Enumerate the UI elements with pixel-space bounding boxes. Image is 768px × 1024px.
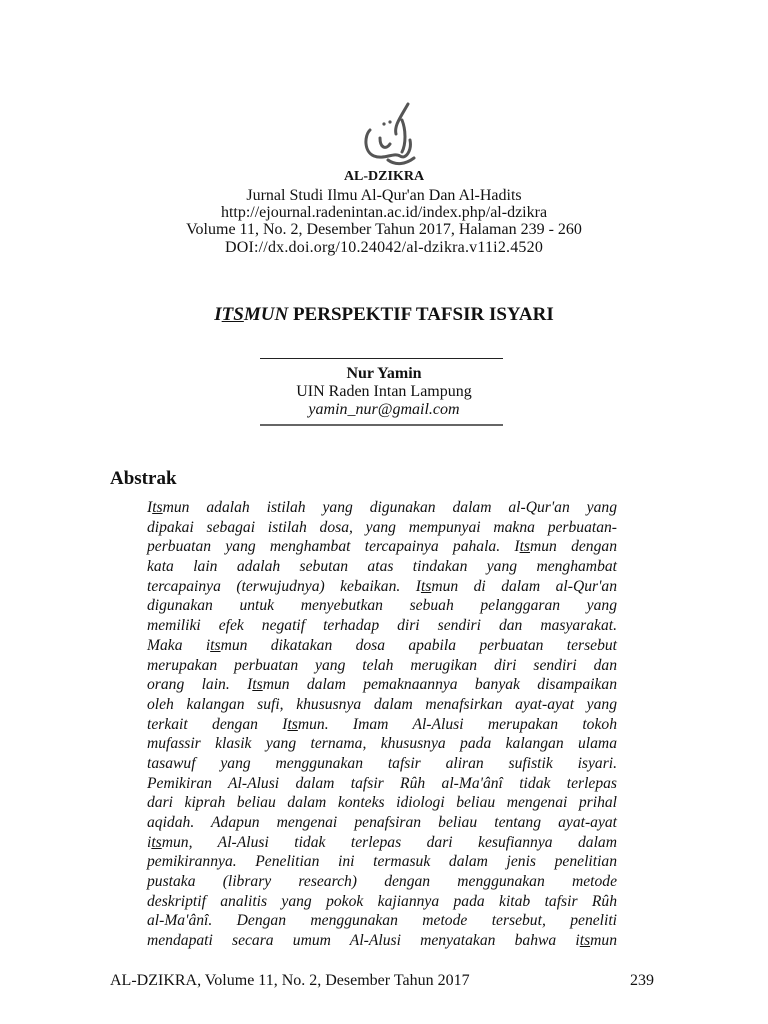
abstract-text: orang lain. I [147, 676, 253, 694]
abstract-text: Maka i [147, 636, 211, 654]
abstract-text: i [147, 833, 152, 851]
underlined-text: ts [152, 499, 163, 516]
abstract-text: digunakan untuk menyebutkan sebuah pelanggaran yang [147, 597, 617, 615]
abstract-text: memiliki efek negatif terhadap diri sendiri dan masyarakat. [147, 617, 617, 635]
underlined-text: ts [252, 676, 263, 694]
abstract-text: aqidah. Adapun mengenai penafsiran beliau tentang ayat-ayat [147, 814, 617, 831]
article-title [0, 304, 768, 326]
volume-info: Volume 11, No. 2, Desember Tahun 2017, Halaman 239 - 260 [186, 221, 582, 238]
abstract-line [147, 813, 617, 833]
abstract-text: tasawuf yang menggunakan tafsir aliran sufistik isyari. [147, 754, 617, 772]
underlined-text: ts [151, 833, 162, 851]
abstract-line [147, 833, 617, 853]
journal-subtitle: Jurnal Studi Ilmu Al-Qur'an Dan Al-Hadits [246, 187, 522, 204]
underlined-text: ts [420, 577, 432, 595]
abstract-text: perbuatan yang menghambat tercapainya pahala. I [147, 538, 520, 556]
abstract-body [147, 498, 617, 951]
title-italic-b: MUN [243, 304, 289, 325]
abstract-text: tercapainya (terwujudnya) kebaikan. I [147, 577, 421, 595]
abstract-text: pustaka (library research) dengan menggunakan metode [147, 873, 617, 891]
doi-link[interactable]: DOI://dx.doi.org/10.24042/al-dzikra.v11i2.4520 [224, 239, 544, 256]
abstract-line [147, 636, 617, 656]
abstract-line [147, 793, 617, 813]
abstract-line [147, 852, 617, 872]
journal-logo [350, 100, 430, 170]
abstract-text: mun dengan [529, 538, 617, 556]
abstract-text: pemikirannya. Penelitian ini termasuk dalam jenis penelitian [147, 853, 617, 871]
abstract-text: dari kiprah beliau dalam konteks idiologi beliau mengenai prihal [147, 794, 617, 812]
author-top-divider [260, 358, 503, 359]
underlined-text: ts [210, 636, 221, 654]
abstract-text: mufassir klasik yang ternama, khususnya pada kalangan ulama [147, 735, 617, 753]
abstract-line [147, 518, 617, 538]
abstract-line [147, 734, 617, 754]
abstract-text: mun adalah istilah yang digunakan dalam al-Qur'an yang [162, 499, 617, 516]
abstract-text: al-Ma'ânî. Dengan menggunakan metode tersebut, peneliti [147, 912, 617, 930]
journal-url[interactable]: http://ejournal.radenintan.ac.id/index.php/al-dzikra [220, 204, 548, 221]
abstract-text: deskriptif analitis yang pokok kajiannya pada kitab tafsir Rûh [147, 892, 617, 910]
abstract-text: kata lain adalah sebutan atas tindakan yang menghambat [147, 558, 617, 576]
abstract-text: Pemikiran Al-Alusi dalam tafsir Rûh al-Ma'ânî tidak terlepas [147, 774, 617, 792]
abstract-line [147, 911, 617, 931]
abstract-text: oleh kalangan sufi, khususnya dalam menafsirkan ayat-ayat yang [147, 695, 617, 713]
underlined-text: ts [287, 715, 298, 733]
abstract-line [147, 675, 617, 695]
abstract-line [147, 892, 617, 912]
author-name: Nur Yamin [346, 365, 422, 382]
abstract-line [147, 695, 617, 715]
abstract-text: I [147, 499, 153, 516]
abstract-text: merupakan perbuatan yang telah merugikan diri sendiri dan [147, 656, 617, 674]
abstract-text: mendapati secara umum Al-Alusi menyatakan bahwa i [147, 932, 580, 950]
abstract-line [147, 557, 617, 577]
abstract-line [147, 872, 617, 892]
underlined-text: ts [519, 538, 530, 556]
abstract-text: mun dikatakan dosa apabila perbuatan tersebut [220, 636, 617, 654]
abstract-text: mun [590, 932, 617, 950]
author-email[interactable]: yamin_nur@gmail.com [308, 401, 460, 418]
abstract-line [147, 656, 617, 676]
abstract-text: dipakai sebagai istilah dosa, yang mempunyai makna perbuatan- [147, 518, 617, 536]
abstract-line [147, 577, 617, 597]
page-number: 239 [630, 972, 654, 989]
abstract-line [147, 754, 617, 774]
author-affiliation: UIN Raden Intan Lampung [296, 383, 472, 400]
abstract-line [147, 774, 617, 794]
title-italic-underlined: TS [221, 304, 244, 325]
abstract-line [147, 596, 617, 616]
abstract-text: mun dalam pemaknaannya banyak disampaikan [262, 676, 617, 694]
author-bottom-divider [260, 424, 503, 426]
abstract-line [147, 715, 617, 735]
abstract-line [147, 616, 617, 636]
abstract-line [147, 498, 617, 518]
abstract-heading: Abstrak [110, 468, 177, 489]
abstract-line [147, 931, 617, 951]
underlined-text: ts [579, 932, 591, 950]
title-italic-a: I [214, 304, 222, 325]
footer-citation: AL-DZIKRA, Volume 11, No. 2, Desember Tahun 2017 [110, 972, 470, 989]
abstract-text: terkait dengan I [147, 715, 288, 733]
title-rest: PERSPEKTIF TAFSIR ISYARI [288, 304, 554, 325]
abstract-text: mun. Imam Al-Alusi merupakan tokoh [297, 715, 617, 733]
abstract-text: mun di dalam al-Qur'an [431, 577, 617, 595]
journal-name: AL-DZIKRA [343, 169, 425, 184]
abstract-text: mun, Al-Alusi tidak terlepas dari kesufiannya dalam [161, 833, 617, 851]
abstract-line [147, 537, 617, 557]
